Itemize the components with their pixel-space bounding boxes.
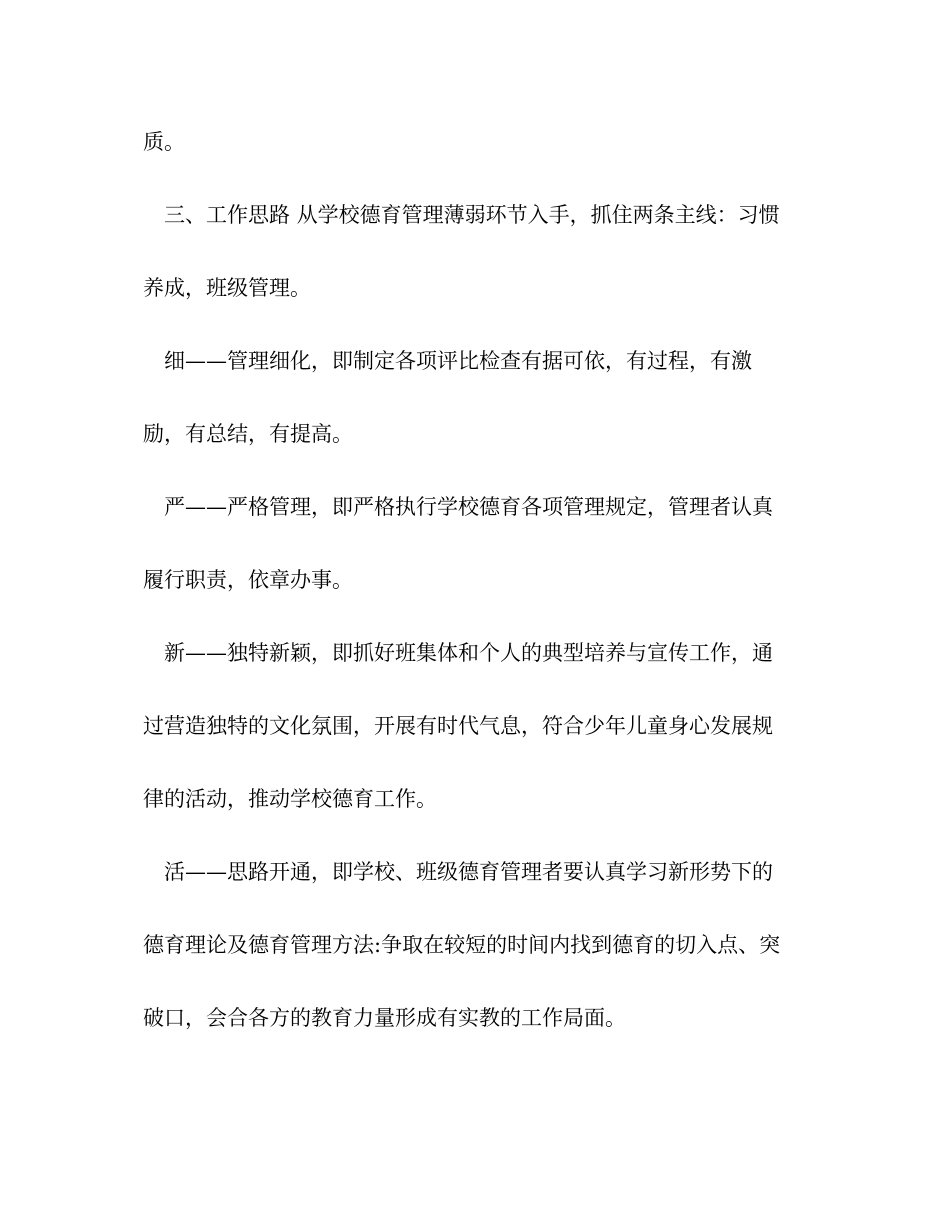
paragraph-yan-line-2: 履行职责，依章办事。 (143, 568, 353, 592)
section-heading-line: 三、工作思路 从学校德育管理薄弱环节入手，抓住两条主线：习惯 (164, 203, 780, 227)
paragraph-yan-line-1: 严——严格管理，即严格执行学校德育各项管理规定，管理者认真 (164, 495, 773, 519)
text-line-3: 养成，班级管理。 (143, 276, 311, 300)
text-line-1: 质。 (143, 130, 185, 154)
paragraph-xi-line-1: 细——管理细化，即制定各项评比检查有据可依，有过程，有激 (164, 349, 752, 373)
paragraph-huo-line-2: 德育理论及德育管理方法:争取在较短的时间内找到德育的切入点、突 (143, 933, 781, 957)
paragraph-huo-line-1: 活——思路开通，即学校、班级德育管理者要认真学习新形势下的 (164, 860, 773, 884)
paragraph-xi-line-2: 励，有总结，有提高。 (143, 422, 353, 446)
paragraph-huo-line-3: 破口，会合各方的教育力量形成有实教的工作局面。 (143, 1006, 626, 1030)
paragraph-xin-line-1: 新——独特新颖，即抓好班集体和个人的典型培养与宣传工作，通 (164, 641, 773, 665)
paragraph-xin-line-3: 律的活动，推动学校德育工作。 (143, 787, 437, 811)
paragraph-xin-line-2: 过营造独特的文化氛围，开展有时代气息，符合少年儿童身心发展规 (143, 714, 773, 738)
